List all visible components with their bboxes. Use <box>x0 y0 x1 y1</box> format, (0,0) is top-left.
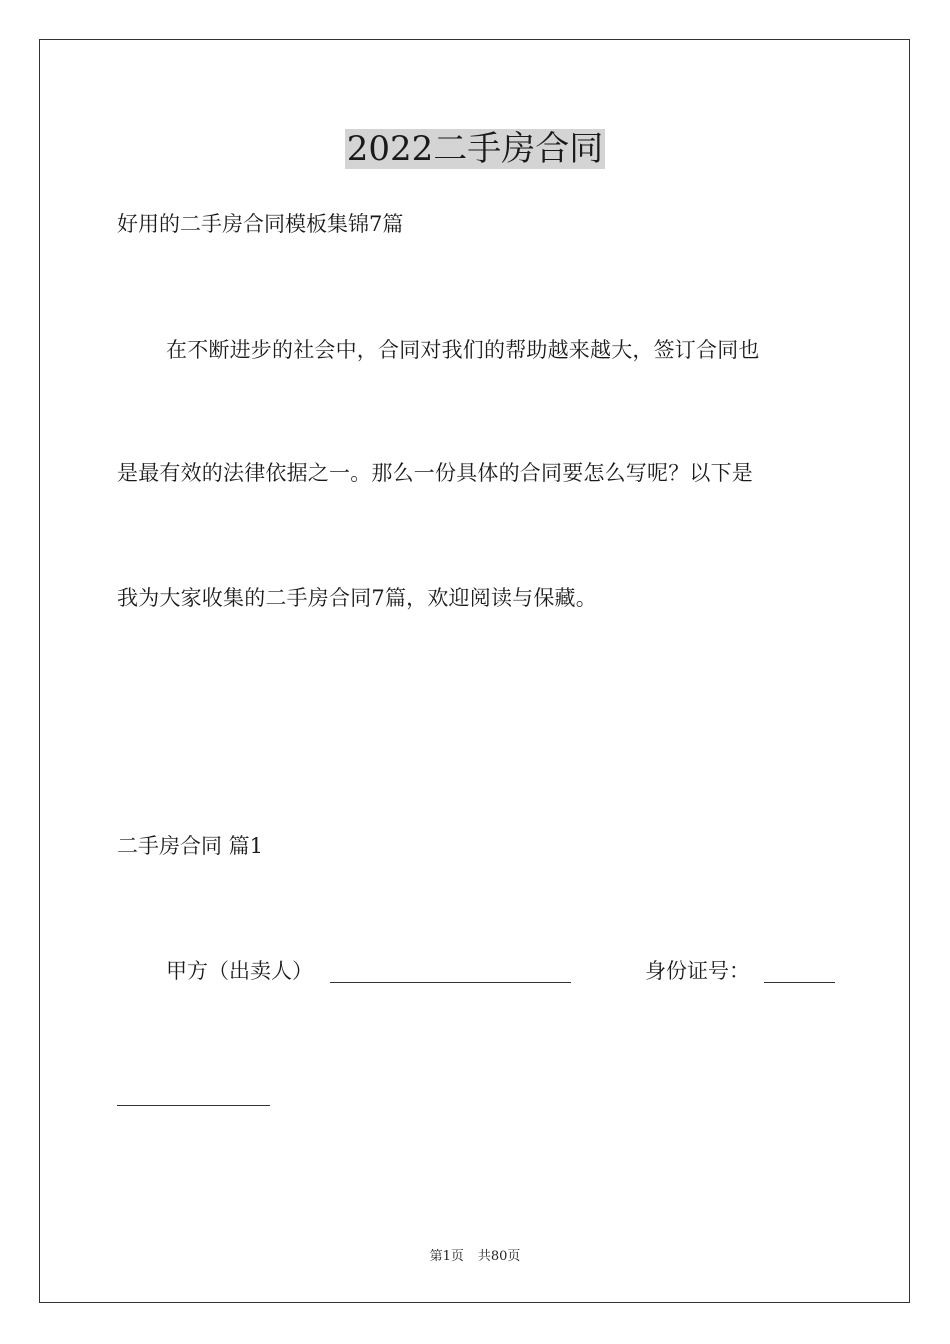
party-a-fill-blank <box>330 982 571 983</box>
section-heading: 二手房合同 篇1 <box>117 834 264 858</box>
document-title <box>0 124 950 174</box>
id-number-fill-blank <box>764 982 835 983</box>
party-a-label: 甲方（出卖人） <box>166 959 313 983</box>
id-number-fill-blank-continued <box>117 1105 270 1106</box>
document-subtitle: 好用的二手房合同模板集锦7篇 <box>117 212 404 236</box>
page-footer <box>0 1248 950 1266</box>
intro-paragraph-line-1: 在不断进步的社会中，合同对我们的帮助越来越大，签订合同也 <box>166 338 760 362</box>
intro-paragraph-line-3: 我为大家收集的二手房合同7篇，欢迎阅读与保藏。 <box>117 586 597 610</box>
intro-paragraph-line-2: 是最有效的法律依据之一。那么一份具体的合同要怎么写呢？以下是 <box>117 461 753 485</box>
page-number-total: 共80页 <box>477 1249 521 1264</box>
document-title-text: 2022二手房合同 <box>346 129 604 169</box>
id-number-label: 身份证号： <box>645 959 750 983</box>
page-number-current: 第1页 <box>429 1249 464 1264</box>
